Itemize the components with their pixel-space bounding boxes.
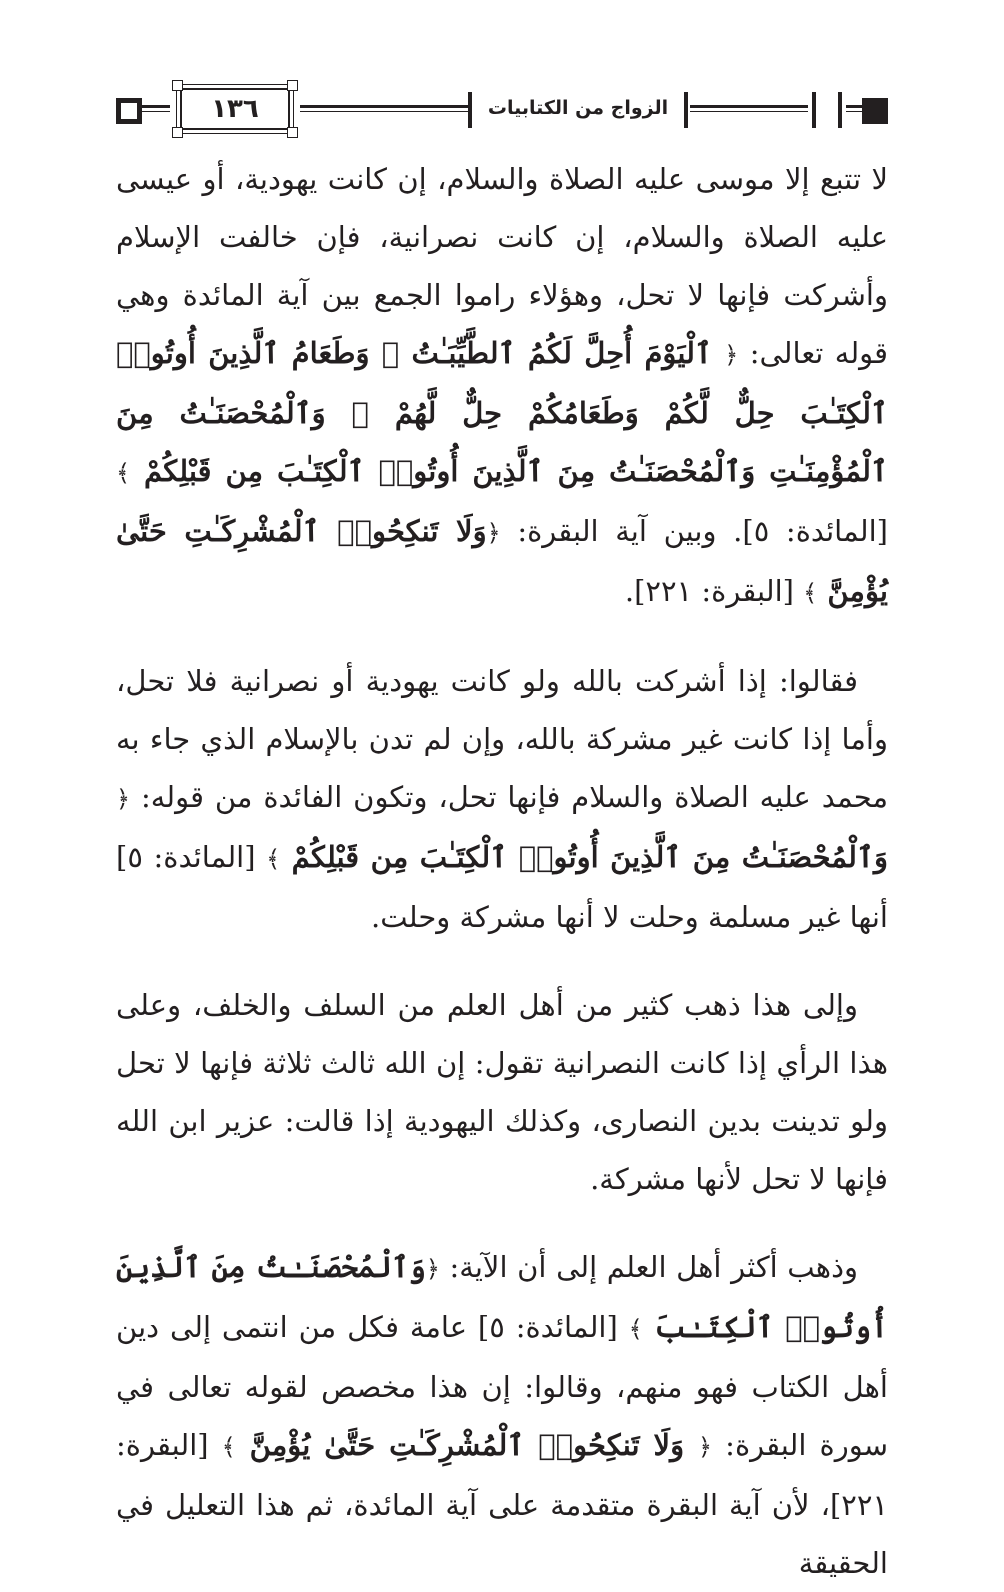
- page-number: ١٣٦: [211, 94, 259, 124]
- verse-bracket-ornament: ﴿: [486, 519, 501, 547]
- quran-verse: وَلَا تَنكِحُوا۟ ٱلْمُشْرِكَـٰتِ حَتَّىٰ يُؤْمِنَّ: [116, 514, 888, 608]
- verse-bracket-ornament: ﴿: [116, 785, 131, 813]
- header-divider-bar: [812, 92, 816, 128]
- quran-verse: ٱلْيَوْمَ أُحِلَّ لَكُمُ ٱلطَّيِّبَـٰتُ ۖ وَطَعَامُ ٱلَّذِينَ أُوتُوا۟ ٱلْكِتَـٰبَ حِلٌّ لَّكُمْ وَطَعَامُكُمْ حِلٌّ لَّهُمْ ۖ وَٱلْمُحْصَنَـٰتُ مِنَ ٱلْمُؤْمِنَـٰتِ وَٱلْمُحْصَنَـٰتُ مِنَ ٱلَّذِينَ أُوتُوا۟ ٱلْكِتَـٰبَ مِن قَبْلِكُمْ: [116, 336, 888, 488]
- frame-corner: [287, 80, 298, 91]
- header-ornament-filled-square: [862, 98, 888, 124]
- header-rule: [300, 105, 468, 112]
- paragraph: [116, 652, 888, 946]
- verse-bracket-ornament: ﴾: [116, 459, 131, 487]
- page-number-frame: [180, 88, 290, 130]
- header-divider-bar: [838, 92, 842, 128]
- verse-bracket-ornament: ﴾: [221, 1433, 236, 1461]
- verse-bracket-ornament: ﴾: [803, 579, 818, 607]
- quran-verse: وَلَا تَنكِحُوا۟ ٱلْمُشْرِكَـٰتِ حَتَّىٰ يُؤْمِنَّ: [235, 1428, 699, 1462]
- verse-bracket-ornament: ﴾: [266, 845, 281, 873]
- body-text: وإلى هذا ذهب كثير من أهل العلم من السلف والخلف، وعلى هذا الرأي إذا كانت النصرانية تقول: إن الله ثالث ثلاثة فإنها لا تحل ولو تدينت بدين النصارى، وكذلك اليهودية إذا قالت: عزير ابن الله فإنها لا تحل لأنها مشركة.: [116, 988, 888, 1196]
- quran-verse: وَٱلْمُحْصَنَـٰتُ مِنَ ٱلَّذِينَ أُوتُوا۟ ٱلْكِتَـٰبَ مِن قَبْلِكُمْ: [280, 840, 888, 874]
- frame-corner: [172, 127, 183, 138]
- body-text: [البقرة: ٢٢١]، لأن آية البقرة متقدمة على آية المائدة، ثم هذا التعليل في الحقيقة: [116, 1428, 888, 1580]
- header-divider-bar: [468, 92, 472, 128]
- paragraph: [116, 1238, 888, 1592]
- frame-corner: [172, 80, 183, 91]
- frame-corner: [287, 127, 298, 138]
- verse-bracket-ornament: ﴿: [724, 341, 739, 369]
- header-ornament-open-square: [116, 98, 142, 124]
- body-text: [المائدة: ٥] أنها غير مسلمة وحلت لا أنها مشركة وحلت.: [116, 840, 888, 934]
- body-text: [المائدة: ٥]. وبين آية البقرة:: [500, 514, 888, 548]
- header-divider-bar: [684, 92, 688, 128]
- verse-bracket-ornament: ﴿: [698, 1433, 713, 1461]
- body-text: لا تتبع إلا موسى عليه الصلاة والسلام، إن كانت يهودية، أو عيسى عليه الصلاة والسلام، إن كانت نصرانية، فإن خالفت الإسلام وأشركت فإنها لا تحل، وهؤلاء راموا الجمع بين آية المائدة وهي قوله تعالى:: [116, 162, 888, 370]
- header-rule: [690, 105, 808, 112]
- page-body: [116, 150, 888, 1592]
- paragraph: [116, 150, 888, 622]
- header-rule: [846, 105, 862, 112]
- running-title: الزواج من الكتابيات: [487, 97, 669, 119]
- header-rule: [142, 105, 170, 112]
- body-text: وذهب أكثر أهل العلم إلى أن الآية:: [439, 1250, 858, 1284]
- body-text: فقالوا: إذا أشركت بالله ولو كانت يهودية أو نصرانية فلا تحل، وأما إذا كانت غير مشركة بالله، وإن لم تدن بالإسلام الذي جاء به محمد عليه الصلاة والسلام فإنها تحل، وتكون الفائدة من قوله:: [116, 664, 888, 814]
- verse-bracket-ornament: ﴿: [425, 1255, 440, 1283]
- page-header: [116, 86, 888, 134]
- verse-bracket-ornament: ﴾: [628, 1315, 643, 1343]
- body-text: [البقرة: ٢٢١].: [624, 574, 804, 608]
- quran-verse: وَٱلْمُحْصَنَـٰتُ مِنَ ٱلَّذِينَ أُوتُوا۟ ٱلْكِتَـٰبَ: [116, 1250, 888, 1344]
- paragraph: [116, 976, 888, 1208]
- body-text: [المائدة: ٥] عامة فكل من انتمى إلى دين أهل الكتاب فهو منهم، وقالوا: إن هذا مخصص لقوله تعالى في سورة البقرة:: [116, 1310, 888, 1462]
